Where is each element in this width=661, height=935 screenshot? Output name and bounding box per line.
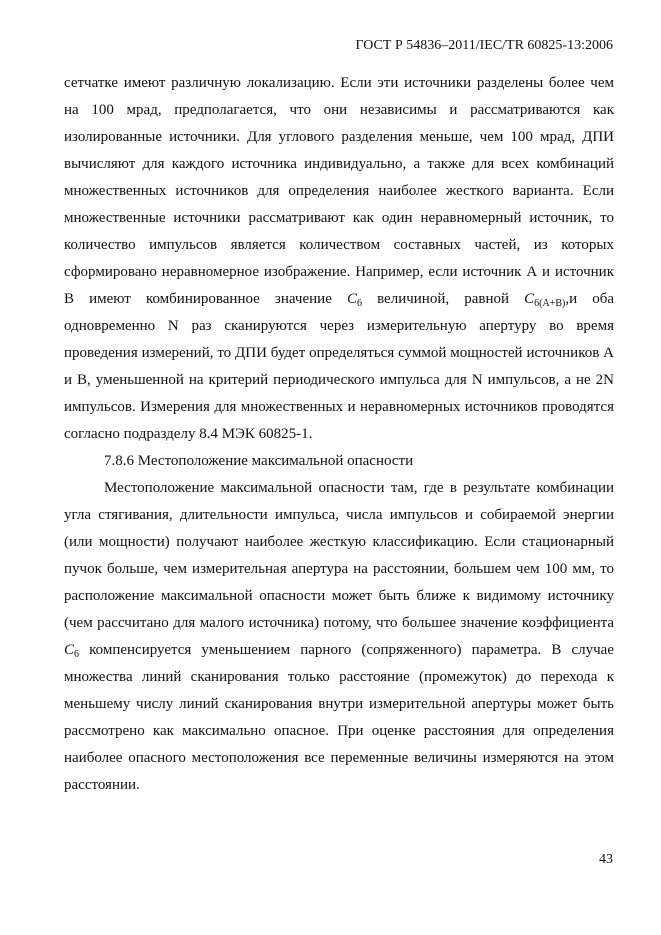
paragraph-text: Местоположение максимальной опасности там, где в результате комбинации угла стягивания, длительности импульса, числа импульсов и собираемой энергии (или мощности) получают наиболее жесткую классификацию. Если стационарный пучок больше, чем измерительная апертура на расстоянии, большем чем 100 мм, то расположение максимальной опасности может быть ближе к видимому источнику (чем рассчитано для малого источника) потому, что большее значение коэффициента [64, 480, 614, 631]
document-body [64, 70, 614, 799]
paragraph-sources [64, 70, 614, 448]
coefficient-subscript: 6(A+B) [534, 298, 566, 309]
coefficient-symbol: C [524, 291, 535, 307]
paragraph-text: величиной, равной [361, 291, 525, 307]
document-header: ГОСТ Р 54836–2011/IEC/TR 60825-13:2006 [355, 38, 613, 53]
section-heading: 7.8.6 Местоположение максимальной опасности [104, 453, 414, 469]
coefficient-subscript: 6 [356, 298, 362, 309]
coefficient-symbol: C [64, 642, 75, 658]
paragraph-text: компенсируется уменьшением парного (сопряженного) параметра. В случае множества линий сканирования только расстояние (промежуток) до перехода к меньшему числу линий сканирования внутри измерительной апертуры может быть рассмотрено как максимально опасное. При оценке расстояния для определения наиболее опасного местоположения все переменные величины измеряются на этом расстоянии. [64, 642, 614, 793]
paragraph-hazard-location [64, 475, 614, 799]
paragraph-text: ,и оба одновременно N раз сканируются через измерительную апертуру во время проведения измерений, то ДПИ будет определяться суммой мощностей источников А и В, уменьшенной на критерий периодического импульса для N импульсов, а не 2N импульсов. Измерения для множественных и неравномерных источников проводятся согласно подразделу 8.4 МЭК 60825-1. [64, 291, 614, 442]
paragraph-text: сетчатке имеют различную локализацию. Если эти источники разделены более чем на 100 мрад, предполагается, что они независимы и рассматриваются как изолированные источники. Для углового разделения меньше, чем 100 мрад, ДПИ вычисляют для каждого источника индивидуально, а также для всех комбинаций множественных источников для определения наиболее жесткого варианта. Если множественные источники рассматривают как один неравномерный источник, то количество импульсов является количеством составных частей, из которых сформировано неравномерное изображение. Например, если источник А и источник В имеют комбинированное значение [64, 75, 614, 307]
coefficient-symbol: C [346, 291, 357, 307]
page-number: 43 [599, 852, 613, 867]
coefficient-subscript: 6 [74, 649, 80, 660]
